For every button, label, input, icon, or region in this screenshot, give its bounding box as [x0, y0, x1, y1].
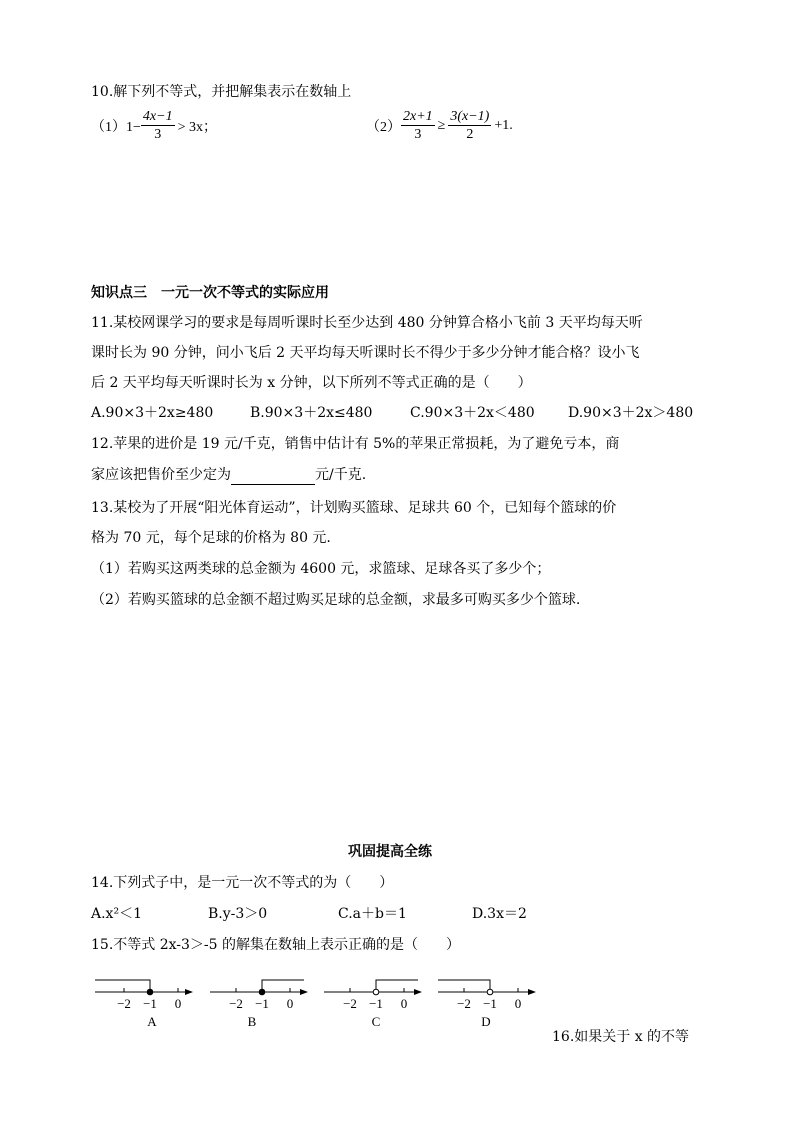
section3-heading: 知识点三 一元一次不等式的实际应用 — [91, 285, 329, 301]
q10-part1 — [91, 108, 217, 143]
q12-line2 — [91, 465, 366, 485]
q11-option-b: B.90×3＋2x≤480 — [250, 405, 373, 421]
q11-option-d: D.90×3＋2x＞480 — [568, 405, 694, 421]
q10-part2 — [366, 108, 513, 143]
q11-option-c: C.90×3＋2x＜480 — [410, 405, 535, 421]
option-label: B — [247, 1014, 257, 1029]
q14-option-a: A.x²＜1 — [91, 906, 142, 922]
tick-label: 0 — [400, 996, 408, 1011]
q10-part1-fraction — [141, 108, 175, 143]
q13-sub1: （1）若购买这两类球的总金额为 4600 元，求篮球、足球各买了多少个； — [91, 561, 551, 577]
q10-title: 10.解下列不等式，并把解集表示在数轴上 — [91, 84, 352, 100]
section-heading: 巩固提高全练 — [348, 844, 432, 860]
q10-part2-relation: ≥ — [437, 117, 446, 133]
solution-ray — [95, 980, 150, 992]
axis-arrow — [414, 989, 422, 995]
tick-label: −1 — [483, 996, 497, 1011]
q16-line-start: 16.如果关于 x 的不等 — [552, 1029, 690, 1045]
tick-label: −2 — [343, 996, 357, 1011]
tick-label: 0 — [286, 996, 294, 1011]
closed-endpoint — [147, 989, 153, 995]
q11-line1: 11.某校网课学习的要求是每周听课时长至少达到 480 分钟算合格小飞前 3 天平均每天听 — [91, 315, 643, 331]
q12-answer-blank — [231, 470, 315, 485]
q14-line: 14.下列式子中，是一元一次不等式的为（ ） — [91, 875, 394, 891]
tick-label: −2 — [229, 996, 243, 1011]
q10-part2-denominator-right: 2 — [466, 127, 474, 142]
tick-label: −1 — [255, 996, 269, 1011]
q13-sub2: （2）若购买篮球的总金额不超过购买足球的总金额，求最多可购买多少个篮球. — [91, 592, 581, 608]
q10-part2-fraction-left — [401, 108, 435, 143]
option-label: A — [147, 1014, 157, 1029]
q13-line2: 格为 70 元，每个足球的价格为 80 元. — [91, 530, 331, 546]
q14-option-d: D.3x＝2 — [472, 906, 527, 922]
q10-part2-numerator-left: 2x+1 — [403, 109, 433, 124]
number-line-option-d — [438, 980, 536, 1029]
q10-part1-tail: > 3x； — [177, 119, 217, 135]
q10-part2-label: （2） — [366, 119, 401, 135]
axis-arrow — [300, 989, 308, 995]
open-endpoint — [373, 989, 379, 995]
q12-line1: 12.苹果的进价是 19 元/千克，销售中估计有 5%的苹果正常损耗，为了避免亏本，商 — [91, 436, 620, 452]
q10-part1-label: （1）1− — [91, 119, 141, 135]
q10-part1-numerator: 4x−1 — [142, 109, 173, 124]
q11-option-a: A.90×3＋2x≥480 — [91, 405, 214, 421]
tick-label: 0 — [514, 996, 522, 1011]
option-label: C — [371, 1014, 381, 1029]
q13-line1: 13.某校为了开展“阳光体育运动”，计划购买篮球、足球共 60 个，已知每个篮球的价 — [91, 500, 617, 516]
q11-line3: 后 2 天平均每天听课时长为 x 分钟，以下所列不等式正确的是（ ） — [91, 375, 532, 391]
tick-label: −1 — [143, 996, 157, 1011]
option-label: D — [481, 1014, 491, 1029]
q10-part2-numerator-right: 3(x−1) — [450, 109, 490, 124]
q12-line2-suffix: 元/千克. — [315, 467, 367, 483]
q11-line2: 课时长为 90 分钟，问小飞后 2 天平均每天听课时长不得少于多少分钟才能合格？设小飞 — [91, 345, 640, 361]
solution-ray — [376, 980, 418, 992]
q12-line2-prefix: 家应该把售价至少定为 — [91, 467, 231, 483]
q10-part2-denominator-left: 3 — [414, 127, 422, 142]
number-line-option-b — [210, 980, 308, 1029]
tick-label: 0 — [174, 996, 182, 1011]
tick-label: −1 — [369, 996, 383, 1011]
tick-label: −2 — [117, 996, 131, 1011]
solution-ray — [262, 980, 304, 992]
closed-endpoint — [259, 989, 265, 995]
q10-part1-denominator: 3 — [154, 127, 162, 142]
q10-part2-tail: +1. — [494, 117, 513, 133]
q10-part2-fraction-right — [448, 108, 491, 143]
open-endpoint — [487, 989, 493, 995]
number-line-option-c — [324, 980, 422, 1029]
number-line-option-a — [95, 980, 193, 1029]
q14-option-b: B.y-3＞0 — [208, 906, 268, 922]
axis-arrow — [185, 989, 193, 995]
q15-line: 15.不等式 2x-3＞-5 的解集在数轴上表示正确的是（ ） — [91, 937, 460, 953]
axis-arrow — [528, 989, 536, 995]
q14-option-c: C.a＋b＝1 — [338, 906, 407, 922]
tick-label: −2 — [457, 996, 471, 1011]
